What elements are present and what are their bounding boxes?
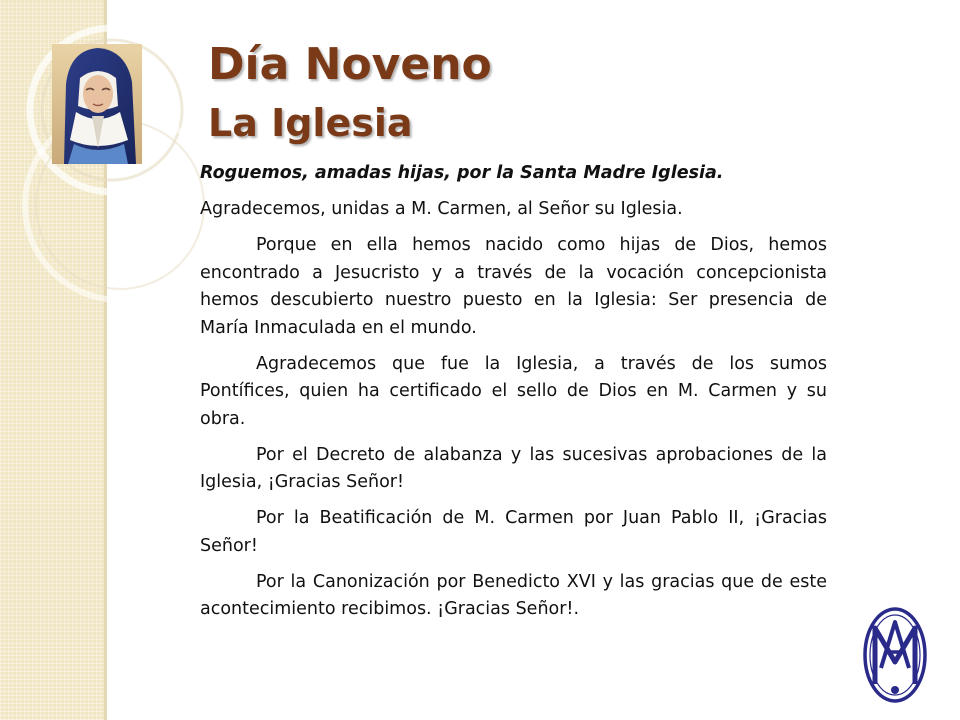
thanksgiving-line: Agradecemos, unidas a M. Carmen, al Señor su Iglesia. xyxy=(200,199,683,219)
opening-prayer: Roguemos, amadas hijas, por la Santa Madre Iglesia. xyxy=(200,163,724,183)
paragraph-pontiffs: Agradecemos que fue la Iglesia, a través de los sumos Pontífices, quien ha certificado el sello de Dios en M. Carmen y su obra. xyxy=(200,353,827,429)
paragraph-vocation: Porque en ella hemos nacido como hijas de Dios, hemos encontrado a Jesucristo y a través de la vocación concepcionista hemos descubierto nuestro puesto en la Iglesia: Ser presencia de María Inmaculada en el mundo. xyxy=(200,235,827,338)
slide-body xyxy=(200,160,827,632)
am-monogram-logo-icon xyxy=(862,606,928,704)
paragraph-decree: Por el Decreto de alabanza y las sucesivas aprobaciones de la Iglesia, ¡Gracias Señor! xyxy=(200,444,827,492)
slide-subtitle: La Iglesia xyxy=(208,101,413,145)
paragraph-beatification: Por la Beatificación de M. Carmen por Juan Pablo II, ¡Gracias Señor! xyxy=(200,508,827,556)
nun-portrait-icon xyxy=(52,44,142,164)
slide-title: Día Noveno xyxy=(208,39,492,90)
paragraph-canonization: Por la Canonización por Benedicto XVI y las gracias que de este acontecimiento recibimos. ¡Gracias Señor!. xyxy=(200,571,827,619)
